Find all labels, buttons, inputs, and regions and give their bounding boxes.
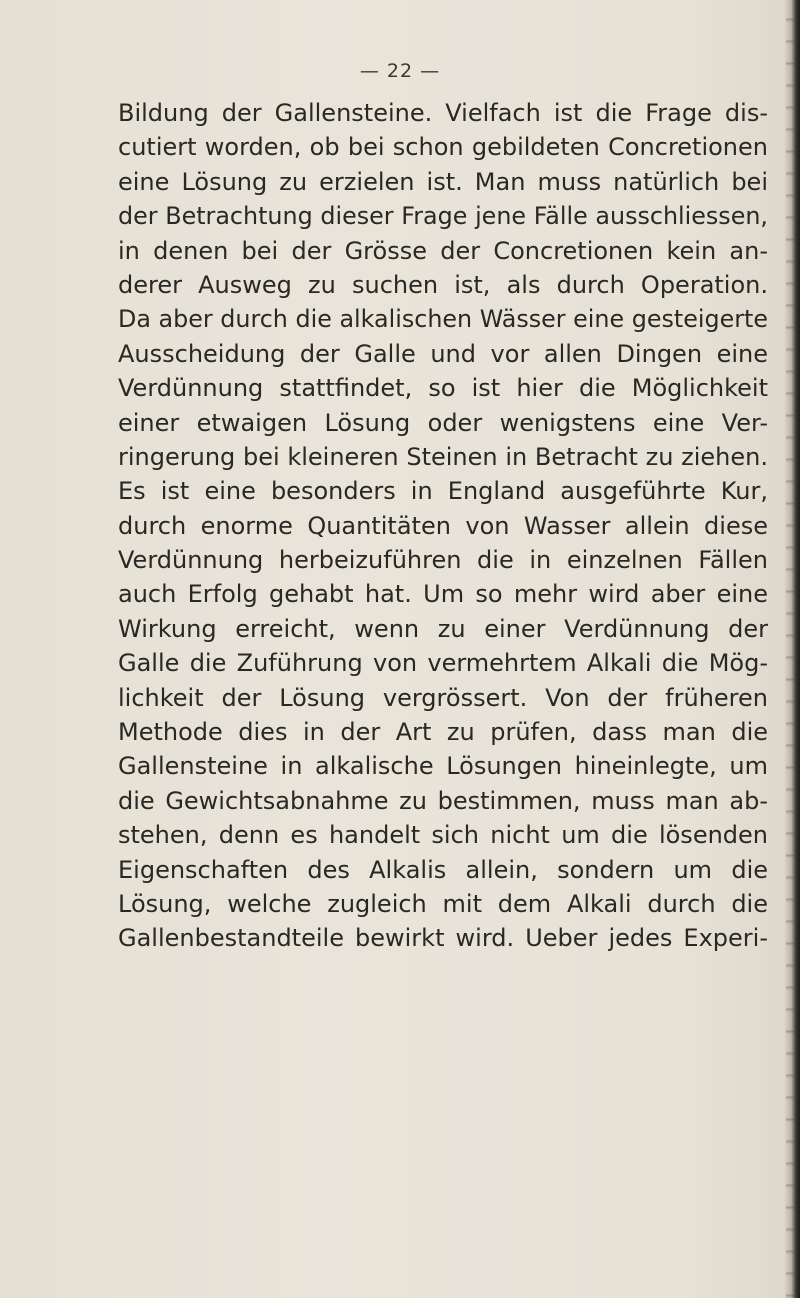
text-line: Gallenbestandteile bewirkt wird. Ueber jedes Experi-	[118, 924, 768, 953]
text-line: ringerung bei kleineren Steinen in Betracht zu ziehen.	[118, 442, 768, 471]
text-line: Bildung der Gallensteine. Vielfach ist die Frage dis-	[118, 99, 768, 127]
text-line: stehen, denn es handelt sich nicht um die lösenden	[118, 821, 768, 850]
text-line: die Gewichtsabnahme zu bestimmen, muss man ab-	[118, 786, 768, 815]
text-line: einer etwaigen Lösung oder wenigstens eine Ver-	[118, 408, 768, 437]
text-line: Es ist eine besonders in England ausgeführte Kur,	[118, 477, 768, 506]
text-line: eine Lösung zu erzielen ist. Man muss natürlich bei	[118, 167, 768, 196]
text-line: Methode dies in der Art zu prüfen, dass man die	[118, 718, 768, 747]
text-line: cutiert worden, ob bei schon gebildeten Concretionen	[118, 133, 768, 162]
page-edge-texture	[786, 0, 796, 1298]
text-line: Ausscheidung der Galle und vor allen Dingen eine	[118, 339, 768, 368]
page-number: — 22 —	[359, 60, 441, 82]
text-line: Galle die Zuführung von vermehrtem Alkali die Mög-	[118, 649, 768, 678]
text-line: Lösung, welche zugleich mit dem Alkali durch die	[118, 889, 768, 918]
text-line: auch Erfolg gehabt hat. Um so mehr wird aber eine	[118, 580, 768, 609]
text-line: Verdünnung stattfindet, so ist hier die Möglichkeit	[118, 374, 768, 403]
text-line: Eigenschaften des Alkalis allein, sondern um die	[118, 855, 768, 884]
body-text	[118, 96, 768, 956]
text-line: derer Ausweg zu suchen ist, als durch Operation.	[118, 270, 768, 299]
text-line: der Betrachtung dieser Frage jene Fälle ausschliessen,	[118, 202, 768, 231]
text-line: lichkeit der Lösung vergrössert. Von der früheren	[118, 683, 768, 712]
text-line: Verdünnung herbeizuführen die in einzelnen Fällen	[118, 546, 768, 575]
text-line: durch enorme Quantitäten von Wasser allein diese	[118, 511, 768, 540]
text-line: Gallensteine in alkalische Lösungen hineinlegte, um	[118, 752, 768, 781]
text-line: Da aber durch die alkalischen Wässer eine gesteigerte	[118, 305, 768, 334]
text-line: Wirkung erreicht, wenn zu einer Verdünnung der	[118, 614, 768, 643]
text-line: in denen bei der Grösse der Concretionen kein an-	[118, 236, 768, 265]
